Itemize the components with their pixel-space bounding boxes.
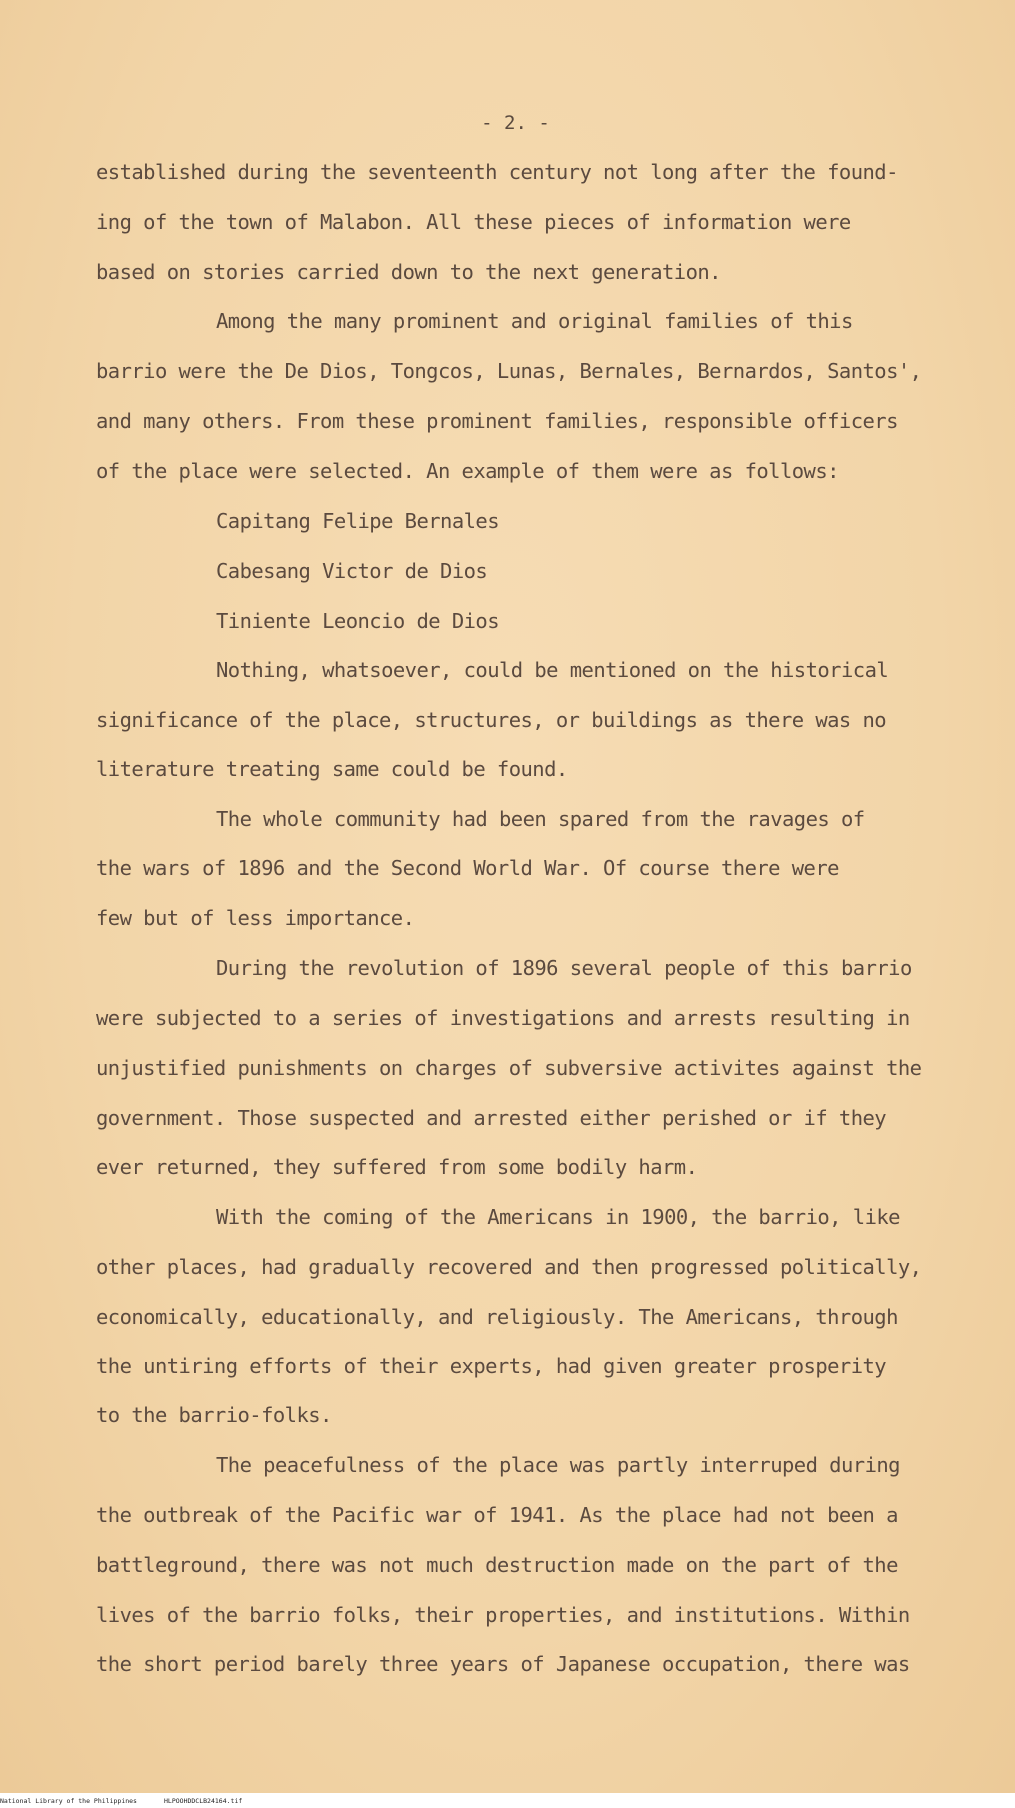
text-line: literature treating same could be found. — [96, 757, 568, 781]
text-line: established during the seventeenth century not long after the found- — [96, 160, 898, 184]
text-line: other places, had gradually recovered and then progressed politically, — [96, 1255, 922, 1279]
text-line: to the barrio-folks. — [96, 1403, 332, 1427]
footer-file: HLPOOHDDCLB24164.tif — [164, 1797, 243, 1805]
page-number: - 2. - — [481, 112, 550, 134]
text-line: barrio were the De Dios, Tongcos, Lunas, Bernales, Bernardos, Santos', — [96, 359, 922, 383]
text-line: economically, educationally, and religiously. The Americans, through — [96, 1305, 898, 1329]
text-line: based on stories carried down to the next generation. — [96, 260, 721, 284]
text-line: of the place were selected. An example of them were as follows: — [96, 459, 839, 483]
text-line: the untiring efforts of their experts, had given greater prosperity — [96, 1354, 887, 1378]
text-line: government. Those suspected and arrested either perished or if they — [96, 1106, 887, 1130]
text-line: The whole community had been spared from the ravages of — [216, 807, 865, 831]
officer-name: Capitang Felipe Bernales — [216, 509, 500, 533]
officer-name: Cabesang Victor de Dios — [216, 559, 488, 583]
text-line: ing of the town of Malabon. All these pieces of information were — [96, 210, 851, 234]
officer-name: Tiniente Leoncio de Dios — [216, 609, 500, 633]
text-line: significance of the place, structures, or buildings as there was no — [96, 708, 887, 732]
text-line: Among the many prominent and original families of this — [216, 309, 853, 333]
text-line: The peacefulness of the place was partly interruped during — [216, 1453, 900, 1477]
text-line: With the coming of the Americans in 1900, the barrio, like — [216, 1205, 900, 1229]
footer-source: National Library of the Philippines — [0, 1797, 137, 1805]
text-line: Nothing, whatsoever, could be mentioned on the historical — [216, 658, 889, 682]
text-line: battleground, there was not much destruction made on the part of the — [96, 1553, 898, 1577]
text-line: the wars of 1896 and the Second World War. Of course there were — [96, 856, 839, 880]
text-line: ever returned, they suffered from some bodily harm. — [96, 1155, 698, 1179]
text-line: During the revolution of 1896 several people of this barrio — [216, 956, 912, 980]
scan-footer — [0, 1795, 1015, 1808]
text-line: the short period barely three years of Japanese occupation, there was — [96, 1652, 910, 1676]
text-line: the outbreak of the Pacific war of 1941. As the place had not been a — [96, 1503, 898, 1527]
text-line: unjustified punishments on charges of subversive activites against the — [96, 1056, 922, 1080]
text-line: and many others. From these prominent families, responsible officers — [96, 409, 898, 433]
text-line: lives of the barrio folks, their properties, and institutions. Within — [96, 1603, 910, 1627]
text-line: few but of less importance. — [96, 906, 415, 930]
text-line: were subjected to a series of investigations and arrests resulting in — [96, 1006, 910, 1030]
